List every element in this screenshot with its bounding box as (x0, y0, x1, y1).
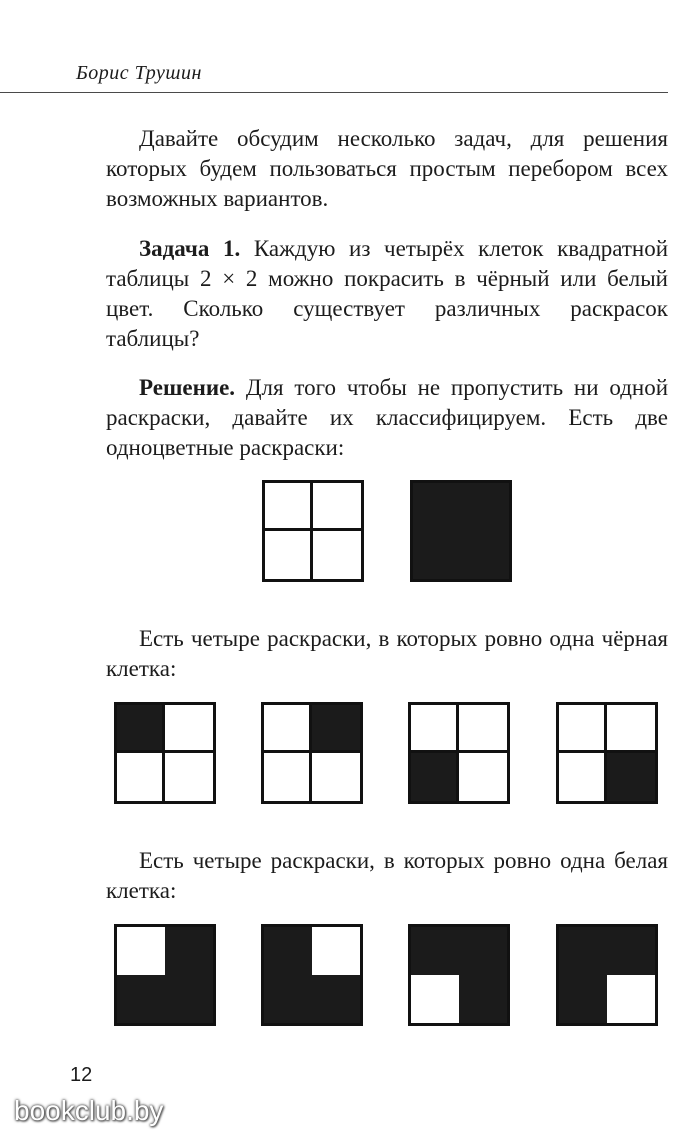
coloring-all-white (262, 480, 364, 582)
coloring-one-white-bottom-right (556, 924, 658, 1026)
grid-cell-top-right (459, 927, 507, 975)
solution-paragraph (106, 373, 668, 463)
grid-cell-bottom-left (265, 531, 313, 579)
grid-cell-top-right (312, 705, 360, 753)
grid-cell-top-right (165, 927, 213, 975)
grid-cell-bottom-left (117, 975, 165, 1023)
grid-cell-bottom-left (411, 975, 459, 1023)
grid-cell-top-left (117, 927, 165, 975)
grid-cell-top-right (459, 705, 507, 753)
coloring-one-black-top-right (261, 702, 363, 804)
grid-cell-bottom-left (559, 975, 607, 1023)
grid-cell-bottom-left (264, 753, 312, 801)
grid-cell-top-left (411, 927, 459, 975)
grid-cell-bottom-right (165, 975, 213, 1023)
header-divider (0, 92, 668, 93)
one-white-paragraph (106, 846, 668, 906)
coloring-one-white-top-left (114, 924, 216, 1026)
grid-cell-bottom-right (607, 975, 655, 1023)
grid-cell-top-right (607, 705, 655, 753)
one-black-paragraph (106, 624, 668, 684)
coloring-one-black-bottom-right (556, 702, 658, 804)
grid-cell-top-left (264, 705, 312, 753)
coloring-all-black (410, 480, 512, 582)
grid-cell-top-right (312, 927, 360, 975)
solution-text: Для того чтобы не пропустить ни одной раскраски, давайте их классифицируем. Есть две одноцветные раскраски: (106, 375, 669, 460)
grid-cell-top-right (607, 927, 655, 975)
page-number: 12 (70, 1064, 93, 1086)
running-header-author: Борис Трушин (76, 62, 202, 84)
grid-cell-bottom-left (117, 753, 165, 801)
grid-cell-bottom-left (413, 531, 461, 579)
grid-cell-top-left (117, 705, 165, 753)
watermark: bookclub.by (14, 1095, 164, 1126)
one-black-text: Есть четыре раскраски, в которых ровно одна чёрная клетка: (106, 626, 668, 681)
grid-cell-top-right (165, 705, 213, 753)
coloring-one-black-top-left (114, 702, 216, 804)
grid-cell-bottom-right (461, 531, 509, 579)
grid-cell-bottom-left (559, 753, 607, 801)
grid-cell-top-left (411, 705, 459, 753)
task-text: Каждую из четырёх клеток квадратной таблицы 2 × 2 можно покрасить в чёрный или белый цвет. Сколько существует различных раскрасок таблицы? (106, 236, 669, 351)
grid-cell-top-right (313, 483, 361, 531)
task-paragraph (106, 234, 668, 354)
grid-cell-top-left (264, 927, 312, 975)
grid-cell-bottom-left (264, 975, 312, 1023)
solution-label: Решение. (139, 375, 236, 400)
grid-cell-bottom-right (313, 531, 361, 579)
grid-cell-bottom-right (165, 753, 213, 801)
grid-cell-top-left (559, 927, 607, 975)
coloring-one-white-bottom-left (408, 924, 510, 1026)
coloring-one-white-top-right (261, 924, 363, 1026)
grid-cell-top-left (559, 705, 607, 753)
intro-text: Давайте обсудим несколько задач, для решения которых будем пользоваться простым перебором всех возможных вариантов. (106, 126, 668, 211)
grid-cell-bottom-right (312, 975, 360, 1023)
grid-cell-bottom-right (607, 753, 655, 801)
grid-cell-bottom-right (312, 753, 360, 801)
grid-cell-bottom-right (459, 975, 507, 1023)
one-white-text: Есть четыре раскраски, в которых ровно одна белая клетка: (106, 848, 668, 903)
grid-cell-bottom-right (459, 753, 507, 801)
grid-cell-top-left (265, 483, 313, 531)
grid-cell-top-left (413, 483, 461, 531)
intro-paragraph (106, 124, 668, 214)
grid-cell-bottom-left (411, 753, 459, 801)
grid-cell-top-right (461, 483, 509, 531)
task-label: Задача 1. (139, 236, 241, 261)
coloring-one-black-bottom-left (408, 702, 510, 804)
